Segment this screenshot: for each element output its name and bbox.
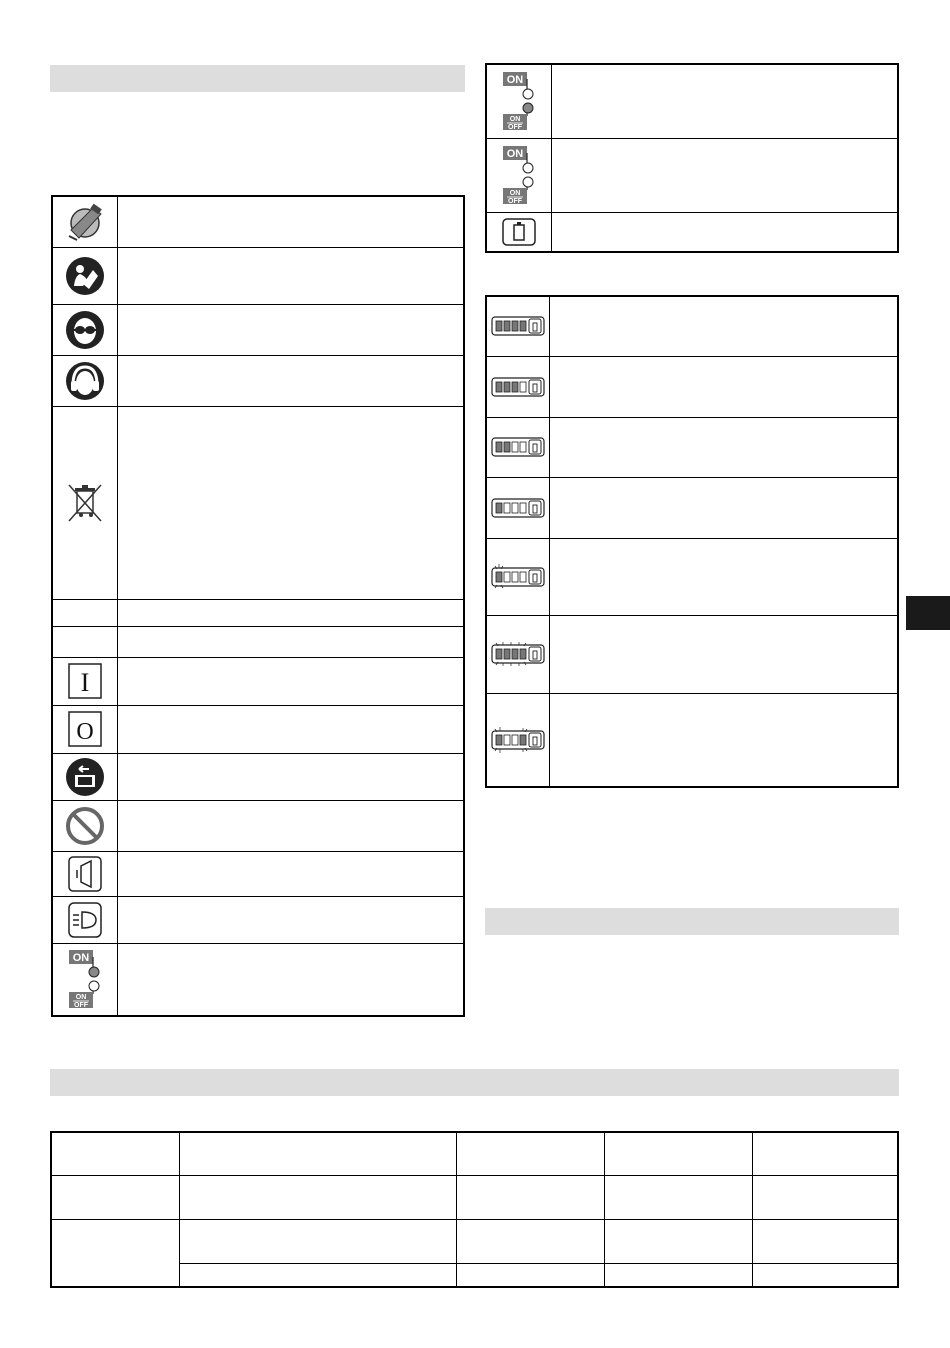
symbol-description-lock-off	[117, 851, 464, 896]
spec-cell	[752, 1263, 898, 1287]
spec-cell	[604, 1219, 752, 1263]
symbols-table-right-top	[485, 63, 899, 253]
symbol-description-safety-glasses	[117, 304, 464, 355]
spec-header-cell	[179, 1132, 456, 1175]
off-small-label: OFF	[507, 198, 522, 205]
blank-symbol-cell	[52, 626, 117, 657]
on-label: ON	[506, 74, 523, 87]
symbol-description-prohibited	[117, 800, 464, 851]
symbol-description-switch-on	[117, 657, 464, 705]
symbol-description-disposal	[117, 406, 464, 599]
indicator-description	[549, 356, 898, 417]
symbols-table-left	[51, 195, 465, 1017]
indicator-description	[549, 538, 898, 615]
symbol-description-remove-battery	[117, 753, 464, 800]
specifications-table	[50, 1131, 899, 1288]
section-header-bar-specifications	[50, 1069, 899, 1096]
switch-on-glyph: I	[80, 668, 90, 697]
spec-cell	[179, 1263, 456, 1287]
circular-saw-icon	[52, 196, 117, 247]
crossed-out-bin-icon	[52, 406, 117, 599]
symbol-description-switch-lock	[117, 943, 464, 1016]
indicator-description	[549, 417, 898, 477]
battery-level-2-icon	[486, 417, 549, 477]
symbol-description-circular-saw	[117, 196, 464, 247]
prohibited-icon	[52, 800, 117, 851]
symbol-description-ear-protection	[117, 355, 464, 406]
switch-on-icon	[52, 657, 117, 705]
spec-cell	[51, 1219, 179, 1287]
symbol-description-read-manual	[117, 247, 464, 304]
language-side-tab	[906, 596, 950, 630]
symbol-description-blank	[117, 626, 464, 657]
symbol-description-blank	[117, 599, 464, 626]
indicator-description	[549, 477, 898, 538]
symbol-description-switch-off	[117, 705, 464, 753]
spec-header-cell	[456, 1132, 604, 1175]
on-label: ON	[72, 952, 89, 965]
on-label: ON	[506, 148, 523, 160]
spec-cell	[179, 1219, 456, 1263]
section-header-bar-symbols	[50, 65, 465, 92]
battery-icon	[486, 212, 551, 252]
switch-on-off-icon	[486, 64, 551, 138]
on-small-label: ON	[509, 190, 520, 197]
spec-cell	[51, 1175, 179, 1219]
switch-on-off-icon	[486, 138, 551, 212]
spec-cell	[456, 1175, 604, 1219]
lock-off-icon	[52, 851, 117, 896]
battery-level-4-icon	[486, 296, 549, 356]
spec-cell	[456, 1219, 604, 1263]
indicator-description	[549, 615, 898, 693]
remove-battery-icon	[52, 753, 117, 800]
blank-symbol-cell	[52, 599, 117, 626]
on-small-label: ON	[509, 116, 520, 124]
section-header-bar-right	[485, 908, 899, 935]
spec-cell	[604, 1175, 752, 1219]
indicator-description	[549, 693, 898, 787]
safety-glasses-icon	[52, 304, 117, 355]
spec-cell	[752, 1175, 898, 1219]
symbol-description-switch-release	[551, 64, 898, 138]
light-icon	[52, 896, 117, 943]
ear-protection-icon	[52, 355, 117, 406]
off-small-label: OFF	[507, 124, 522, 132]
switch-off-glyph: O	[76, 719, 94, 745]
battery-level-blink-1-icon	[486, 538, 549, 615]
symbol-description-battery	[551, 212, 898, 252]
spec-header-cell	[51, 1132, 179, 1175]
switch-off-icon	[52, 705, 117, 753]
battery-level-blink-all-icon	[486, 693, 549, 787]
off-small-label: OFF	[73, 1002, 88, 1010]
spec-cell	[179, 1175, 456, 1219]
symbol-description-light	[117, 896, 464, 943]
spec-cell	[752, 1219, 898, 1263]
on-small-label: ON	[75, 994, 86, 1002]
battery-level-3-icon	[486, 356, 549, 417]
spec-header-cell	[604, 1132, 752, 1175]
spec-cell	[456, 1263, 604, 1287]
spec-header-cell	[752, 1132, 898, 1175]
battery-level-blink-4-icon	[486, 615, 549, 693]
indicator-description	[549, 296, 898, 356]
symbol-description-switch-off-state	[551, 138, 898, 212]
battery-level-1-icon	[486, 477, 549, 538]
switch-on-off-icon	[52, 943, 117, 1016]
battery-indicator-table	[485, 295, 899, 788]
spec-cell	[604, 1263, 752, 1287]
read-manual-icon	[52, 247, 117, 304]
